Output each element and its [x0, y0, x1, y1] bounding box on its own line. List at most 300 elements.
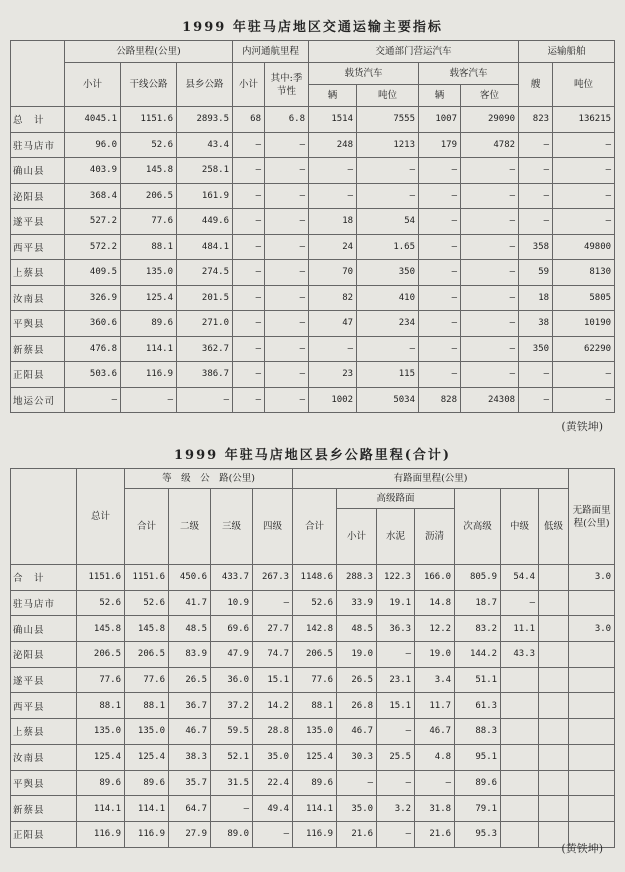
trunk-road-header: 干线公路 — [121, 63, 177, 107]
table-cell: — — [419, 260, 461, 286]
table-cell: 77.6 — [121, 209, 177, 235]
table-cell: — — [309, 183, 357, 209]
table-cell: 828 — [419, 387, 461, 413]
grade3-header: 三级 — [211, 489, 253, 565]
table-cell: 82 — [309, 285, 357, 311]
table-cell: 362.7 — [177, 336, 233, 362]
table-cell — [569, 796, 615, 822]
table-cell: 1151.6 — [125, 565, 169, 591]
table-cell: 51.1 — [455, 667, 501, 693]
table-cell: 25.5 — [377, 744, 415, 770]
table-cell: — — [65, 387, 121, 413]
table-cell: — — [121, 387, 177, 413]
table-cell: 52.6 — [121, 132, 177, 158]
table-cell: — — [519, 132, 553, 158]
table-cell: 572.2 — [65, 234, 121, 260]
table-cell: — — [357, 158, 419, 184]
table-cell: — — [309, 158, 357, 184]
table-cell: 1007 — [419, 107, 461, 133]
table-cell: 70 — [309, 260, 357, 286]
table-row — [11, 796, 615, 822]
table-cell: 21.6 — [415, 821, 455, 847]
table-row — [11, 770, 615, 796]
table-row — [11, 719, 615, 745]
table-cell: — — [519, 362, 553, 388]
table-row — [11, 132, 615, 158]
table-cell: 54.4 — [501, 565, 539, 591]
table-cell: — — [233, 183, 265, 209]
table-cell — [501, 770, 539, 796]
table-cell — [569, 693, 615, 719]
table-cell — [501, 821, 539, 847]
row-label: 正阳县 — [11, 821, 77, 847]
table-cell: 206.5 — [293, 642, 337, 668]
row-label: 确山县 — [11, 616, 77, 642]
table-row — [11, 183, 615, 209]
table-cell — [539, 667, 569, 693]
table-cell: — — [419, 336, 461, 362]
table-cell: — — [553, 387, 615, 413]
table-cell: 23 — [309, 362, 357, 388]
table-cell: 114.1 — [121, 336, 177, 362]
table-cell: — — [461, 158, 519, 184]
row-label: 汝南县 — [11, 744, 77, 770]
table-cell: 11.1 — [501, 616, 539, 642]
table-cell: 116.9 — [293, 821, 337, 847]
table-row — [11, 336, 615, 362]
table-cell: 15.1 — [253, 667, 293, 693]
row-label: 驻马店市 — [11, 590, 77, 616]
table-cell: — — [233, 260, 265, 286]
row-label: 地运公司 — [11, 387, 65, 413]
table-cell: 83.2 — [455, 616, 501, 642]
table-cell: 89.6 — [121, 311, 177, 337]
passenger-vehicles-header: 辆 — [419, 85, 461, 107]
table-cell: 142.8 — [293, 616, 337, 642]
table-cell: 125.4 — [121, 285, 177, 311]
table-row — [11, 260, 615, 286]
row-label: 西平县 — [11, 234, 65, 260]
table-cell: — — [233, 132, 265, 158]
row-label: 遂平县 — [11, 209, 65, 235]
table-cell: 350 — [357, 260, 419, 286]
table-cell: — — [553, 362, 615, 388]
table-cell: 503.6 — [65, 362, 121, 388]
table-cell — [539, 744, 569, 770]
table-cell: 3.0 — [569, 616, 615, 642]
row-label: 泌阳县 — [11, 642, 77, 668]
table-cell: 38 — [519, 311, 553, 337]
table-cell: 62290 — [553, 336, 615, 362]
table-cell: 19.0 — [337, 642, 377, 668]
table-cell: 48.5 — [169, 616, 211, 642]
passenger-header: 载客汽车 — [419, 63, 519, 85]
passenger-seats-header: 客位 — [461, 85, 519, 107]
transport-indicators-table — [10, 40, 615, 413]
total-header: 总计 — [77, 469, 125, 565]
table-cell: — — [177, 387, 233, 413]
table-cell — [539, 719, 569, 745]
table-cell: 43.3 — [501, 642, 539, 668]
row-label: 新蔡县 — [11, 796, 77, 822]
table-cell — [569, 744, 615, 770]
table-cell: 35.0 — [253, 744, 293, 770]
county-road-header: 县乡公路 — [177, 63, 233, 107]
table-cell: 59.5 — [211, 719, 253, 745]
table-cell: 4045.1 — [65, 107, 121, 133]
table-cell: — — [553, 183, 615, 209]
table-row — [11, 234, 615, 260]
table-cell: — — [419, 362, 461, 388]
table-cell: 88.1 — [125, 693, 169, 719]
table-cell: 33.9 — [337, 590, 377, 616]
table-cell: 206.5 — [125, 642, 169, 668]
table-cell: — — [377, 642, 415, 668]
table-cell: 79.1 — [455, 796, 501, 822]
table-row — [11, 667, 615, 693]
table-cell: — — [233, 362, 265, 388]
table-cell: — — [357, 336, 419, 362]
table-cell: 145.8 — [125, 616, 169, 642]
table-cell: 403.9 — [65, 158, 121, 184]
table-cell: 125.4 — [125, 744, 169, 770]
table-cell: 48.5 — [337, 616, 377, 642]
row-label: 西平县 — [11, 693, 77, 719]
grade2-header: 二级 — [169, 489, 211, 565]
table-cell: — — [253, 590, 293, 616]
table-cell: 36.3 — [377, 616, 415, 642]
table-cell: 1213 — [357, 132, 419, 158]
table-cell: 3.0 — [569, 565, 615, 591]
table-cell: — — [519, 387, 553, 413]
row-label: 合 计 — [11, 565, 77, 591]
table-cell — [501, 719, 539, 745]
table-cell: 26.8 — [337, 693, 377, 719]
table-cell: — — [265, 285, 309, 311]
ship-tons-header: 吨位 — [553, 63, 615, 107]
table-cell: 54 — [357, 209, 419, 235]
table-cell: 1002 — [309, 387, 357, 413]
grade-total-header: 合计 — [125, 489, 169, 565]
grade-road-header: 等 级 公 路(公里) — [125, 469, 293, 489]
table-row — [11, 744, 615, 770]
table-cell: 89.6 — [455, 770, 501, 796]
table-row — [11, 821, 615, 847]
table-cell: 201.5 — [177, 285, 233, 311]
table-cell: — — [233, 158, 265, 184]
table-cell: 36.0 — [211, 667, 253, 693]
table-cell: — — [553, 158, 615, 184]
table-cell: 1514 — [309, 107, 357, 133]
table-cell: 206.5 — [77, 642, 125, 668]
table-cell: 88.1 — [77, 693, 125, 719]
row-label: 泌阳县 — [11, 183, 65, 209]
table-cell: — — [461, 234, 519, 260]
table-cell: 274.5 — [177, 260, 233, 286]
table-cell — [539, 642, 569, 668]
table-cell: 31.5 — [211, 770, 253, 796]
table-cell: 267.3 — [253, 565, 293, 591]
road-mileage-header: 公路里程(公里) — [65, 41, 233, 63]
table-cell: 23.1 — [377, 667, 415, 693]
table-cell — [539, 616, 569, 642]
table-cell — [569, 667, 615, 693]
table-cell — [539, 590, 569, 616]
row-label: 平舆县 — [11, 311, 65, 337]
table-cell: — — [265, 387, 309, 413]
table-cell: — — [265, 183, 309, 209]
table-cell: 234 — [357, 311, 419, 337]
table-cell: 288.3 — [337, 565, 377, 591]
seasonal-header: 其中:季节性 — [265, 63, 309, 107]
table-cell: — — [265, 209, 309, 235]
ship-count-header: 艘 — [519, 63, 553, 107]
table-cell: 5805 — [553, 285, 615, 311]
paved-total-header: 合计 — [293, 489, 337, 565]
table-cell: 2893.5 — [177, 107, 233, 133]
table-cell: 116.9 — [125, 821, 169, 847]
table-cell: 1151.6 — [121, 107, 177, 133]
table-cell: — — [233, 336, 265, 362]
table-cell: — — [461, 285, 519, 311]
table1-credit: (黄铁坤) — [561, 420, 603, 433]
table-cell: — — [553, 209, 615, 235]
table-cell: 179 — [419, 132, 461, 158]
table-cell — [539, 693, 569, 719]
table-cell: — — [461, 209, 519, 235]
table-cell: — — [501, 590, 539, 616]
table-cell: 122.3 — [377, 565, 415, 591]
table-cell: 88.1 — [293, 693, 337, 719]
cement-header: 水泥 — [377, 509, 415, 565]
table-cell: — — [337, 770, 377, 796]
table-cell: — — [419, 183, 461, 209]
table-cell: 114.1 — [293, 796, 337, 822]
table-cell: 476.8 — [65, 336, 121, 362]
table-cell: 18 — [309, 209, 357, 235]
table-cell: 135.0 — [293, 719, 337, 745]
table-cell: — — [233, 285, 265, 311]
table-cell: 12.2 — [415, 616, 455, 642]
table-cell — [539, 796, 569, 822]
table-cell: — — [265, 311, 309, 337]
table-cell: 88.3 — [455, 719, 501, 745]
table-cell: 125.4 — [77, 744, 125, 770]
table-row — [11, 158, 615, 184]
table-row — [11, 209, 615, 235]
table-row — [11, 693, 615, 719]
table-cell: — — [265, 132, 309, 158]
table-cell: 823 — [519, 107, 553, 133]
table-cell: 18.7 — [455, 590, 501, 616]
table-cell: — — [553, 132, 615, 158]
table-cell: 64.7 — [169, 796, 211, 822]
table-cell — [501, 796, 539, 822]
table-cell: 145.8 — [121, 158, 177, 184]
mid-grade-header: 中级 — [501, 489, 539, 565]
table-cell: 31.8 — [415, 796, 455, 822]
table-cell: 29090 — [461, 107, 519, 133]
table-cell: — — [265, 336, 309, 362]
table-cell: 527.2 — [65, 209, 121, 235]
table-cell: — — [419, 285, 461, 311]
table-cell: 35.7 — [169, 770, 211, 796]
high-grade-header: 高级路面 — [337, 489, 455, 509]
table-cell: 450.6 — [169, 565, 211, 591]
table-cell: 135.0 — [125, 719, 169, 745]
table-cell: 125.4 — [293, 744, 337, 770]
table-row — [11, 285, 615, 311]
table-cell — [501, 744, 539, 770]
table2-credit: (黄铁坤) — [561, 842, 603, 855]
table-row — [11, 387, 615, 413]
table-cell: 46.7 — [415, 719, 455, 745]
table-cell: 144.2 — [455, 642, 501, 668]
table-cell: 410 — [357, 285, 419, 311]
table-cell — [569, 590, 615, 616]
table-cell: — — [461, 311, 519, 337]
table-cell: 26.5 — [337, 667, 377, 693]
table-cell: 136215 — [553, 107, 615, 133]
table-cell: 24 — [309, 234, 357, 260]
table-cell: — — [253, 821, 293, 847]
table-cell: 27.7 — [253, 616, 293, 642]
table-cell: 47.9 — [211, 642, 253, 668]
table-cell: 4782 — [461, 132, 519, 158]
asphalt-header: 沥清 — [415, 509, 455, 565]
table-cell: 49800 — [553, 234, 615, 260]
row-label-header — [11, 41, 65, 107]
table-cell: 77.6 — [293, 667, 337, 693]
table-cell: 19.0 — [415, 642, 455, 668]
table-cell: 46.7 — [169, 719, 211, 745]
table-cell: 52.1 — [211, 744, 253, 770]
table-cell: 1148.6 — [293, 565, 337, 591]
table-cell: — — [461, 362, 519, 388]
table-cell: 206.5 — [121, 183, 177, 209]
table-cell: 61.3 — [455, 693, 501, 719]
table-cell: — — [309, 336, 357, 362]
table1-title: 1999 年驻马店地区交通运输主要指标 — [182, 20, 443, 35]
table-cell: 47 — [309, 311, 357, 337]
table-cell: 22.4 — [253, 770, 293, 796]
row-label: 总 计 — [11, 107, 65, 133]
table-cell: 7555 — [357, 107, 419, 133]
table-cell: — — [419, 158, 461, 184]
table-row — [11, 311, 615, 337]
table-cell — [569, 770, 615, 796]
row-label: 驻马店市 — [11, 132, 65, 158]
table-cell: 68 — [233, 107, 265, 133]
table-cell: 135.0 — [121, 260, 177, 286]
table-cell: 69.6 — [211, 616, 253, 642]
table-cell: 10.9 — [211, 590, 253, 616]
table-cell: — — [233, 387, 265, 413]
table-cell: 89.6 — [77, 770, 125, 796]
table-cell: 41.7 — [169, 590, 211, 616]
table-row — [11, 590, 615, 616]
table-cell: 3.4 — [415, 667, 455, 693]
table-row — [11, 565, 615, 591]
table-cell: 1.65 — [357, 234, 419, 260]
table-cell: — — [519, 209, 553, 235]
cargo-vehicles-header: 辆 — [309, 85, 357, 107]
paved-header: 有路面里程(公里) — [293, 469, 569, 489]
table-cell: 114.1 — [77, 796, 125, 822]
table-cell: 83.9 — [169, 642, 211, 668]
row-label: 遂平县 — [11, 667, 77, 693]
dept-vehicles-header: 交通部门营运汽车 — [309, 41, 519, 63]
table-row — [11, 362, 615, 388]
table-cell: 26.5 — [169, 667, 211, 693]
row-label: 平舆县 — [11, 770, 77, 796]
table-cell: 358 — [519, 234, 553, 260]
table-row — [11, 616, 615, 642]
table-cell: 19.1 — [377, 590, 415, 616]
table-cell: 271.0 — [177, 311, 233, 337]
table-cell: 449.6 — [177, 209, 233, 235]
table-cell: 135.0 — [77, 719, 125, 745]
table-cell: 116.9 — [121, 362, 177, 388]
table-cell: 95.3 — [455, 821, 501, 847]
table-cell: 89.6 — [293, 770, 337, 796]
row-label: 上蔡县 — [11, 260, 65, 286]
table-cell: 248 — [309, 132, 357, 158]
high-subtotal-header: 小计 — [337, 509, 377, 565]
row-label: 汝南县 — [11, 285, 65, 311]
table-cell: 1151.6 — [77, 565, 125, 591]
table-cell: — — [265, 260, 309, 286]
table-cell: 10190 — [553, 311, 615, 337]
table-cell: — — [233, 209, 265, 235]
table-cell: 49.4 — [253, 796, 293, 822]
table-cell — [501, 693, 539, 719]
cargo-tons-header: 吨位 — [357, 85, 419, 107]
table-cell: 52.6 — [77, 590, 125, 616]
table-cell: 161.9 — [177, 183, 233, 209]
table-cell: — — [265, 234, 309, 260]
table-cell: — — [265, 158, 309, 184]
table-cell: — — [265, 362, 309, 388]
row-label: 上蔡县 — [11, 719, 77, 745]
table-cell: — — [233, 311, 265, 337]
table-cell: — — [211, 796, 253, 822]
table-cell: 36.7 — [169, 693, 211, 719]
table-cell: 96.0 — [65, 132, 121, 158]
table-row — [11, 642, 615, 668]
table-cell: — — [357, 183, 419, 209]
table-cell: 27.9 — [169, 821, 211, 847]
river-header: 内河通航里程 — [233, 41, 309, 63]
table-cell: 89.6 — [125, 770, 169, 796]
table-cell: 24308 — [461, 387, 519, 413]
table-cell: 18 — [519, 285, 553, 311]
table-cell: 95.1 — [455, 744, 501, 770]
table-cell: 360.6 — [65, 311, 121, 337]
table-cell: 368.4 — [65, 183, 121, 209]
table-cell: 89.0 — [211, 821, 253, 847]
table-cell — [539, 770, 569, 796]
table-cell: — — [377, 719, 415, 745]
table-cell: — — [519, 183, 553, 209]
table-cell: 14.2 — [253, 693, 293, 719]
table-cell: — — [415, 770, 455, 796]
table-cell: — — [233, 234, 265, 260]
table-cell: 14.8 — [415, 590, 455, 616]
table-cell: 21.6 — [337, 821, 377, 847]
table-cell: 409.5 — [65, 260, 121, 286]
table-cell: — — [419, 234, 461, 260]
